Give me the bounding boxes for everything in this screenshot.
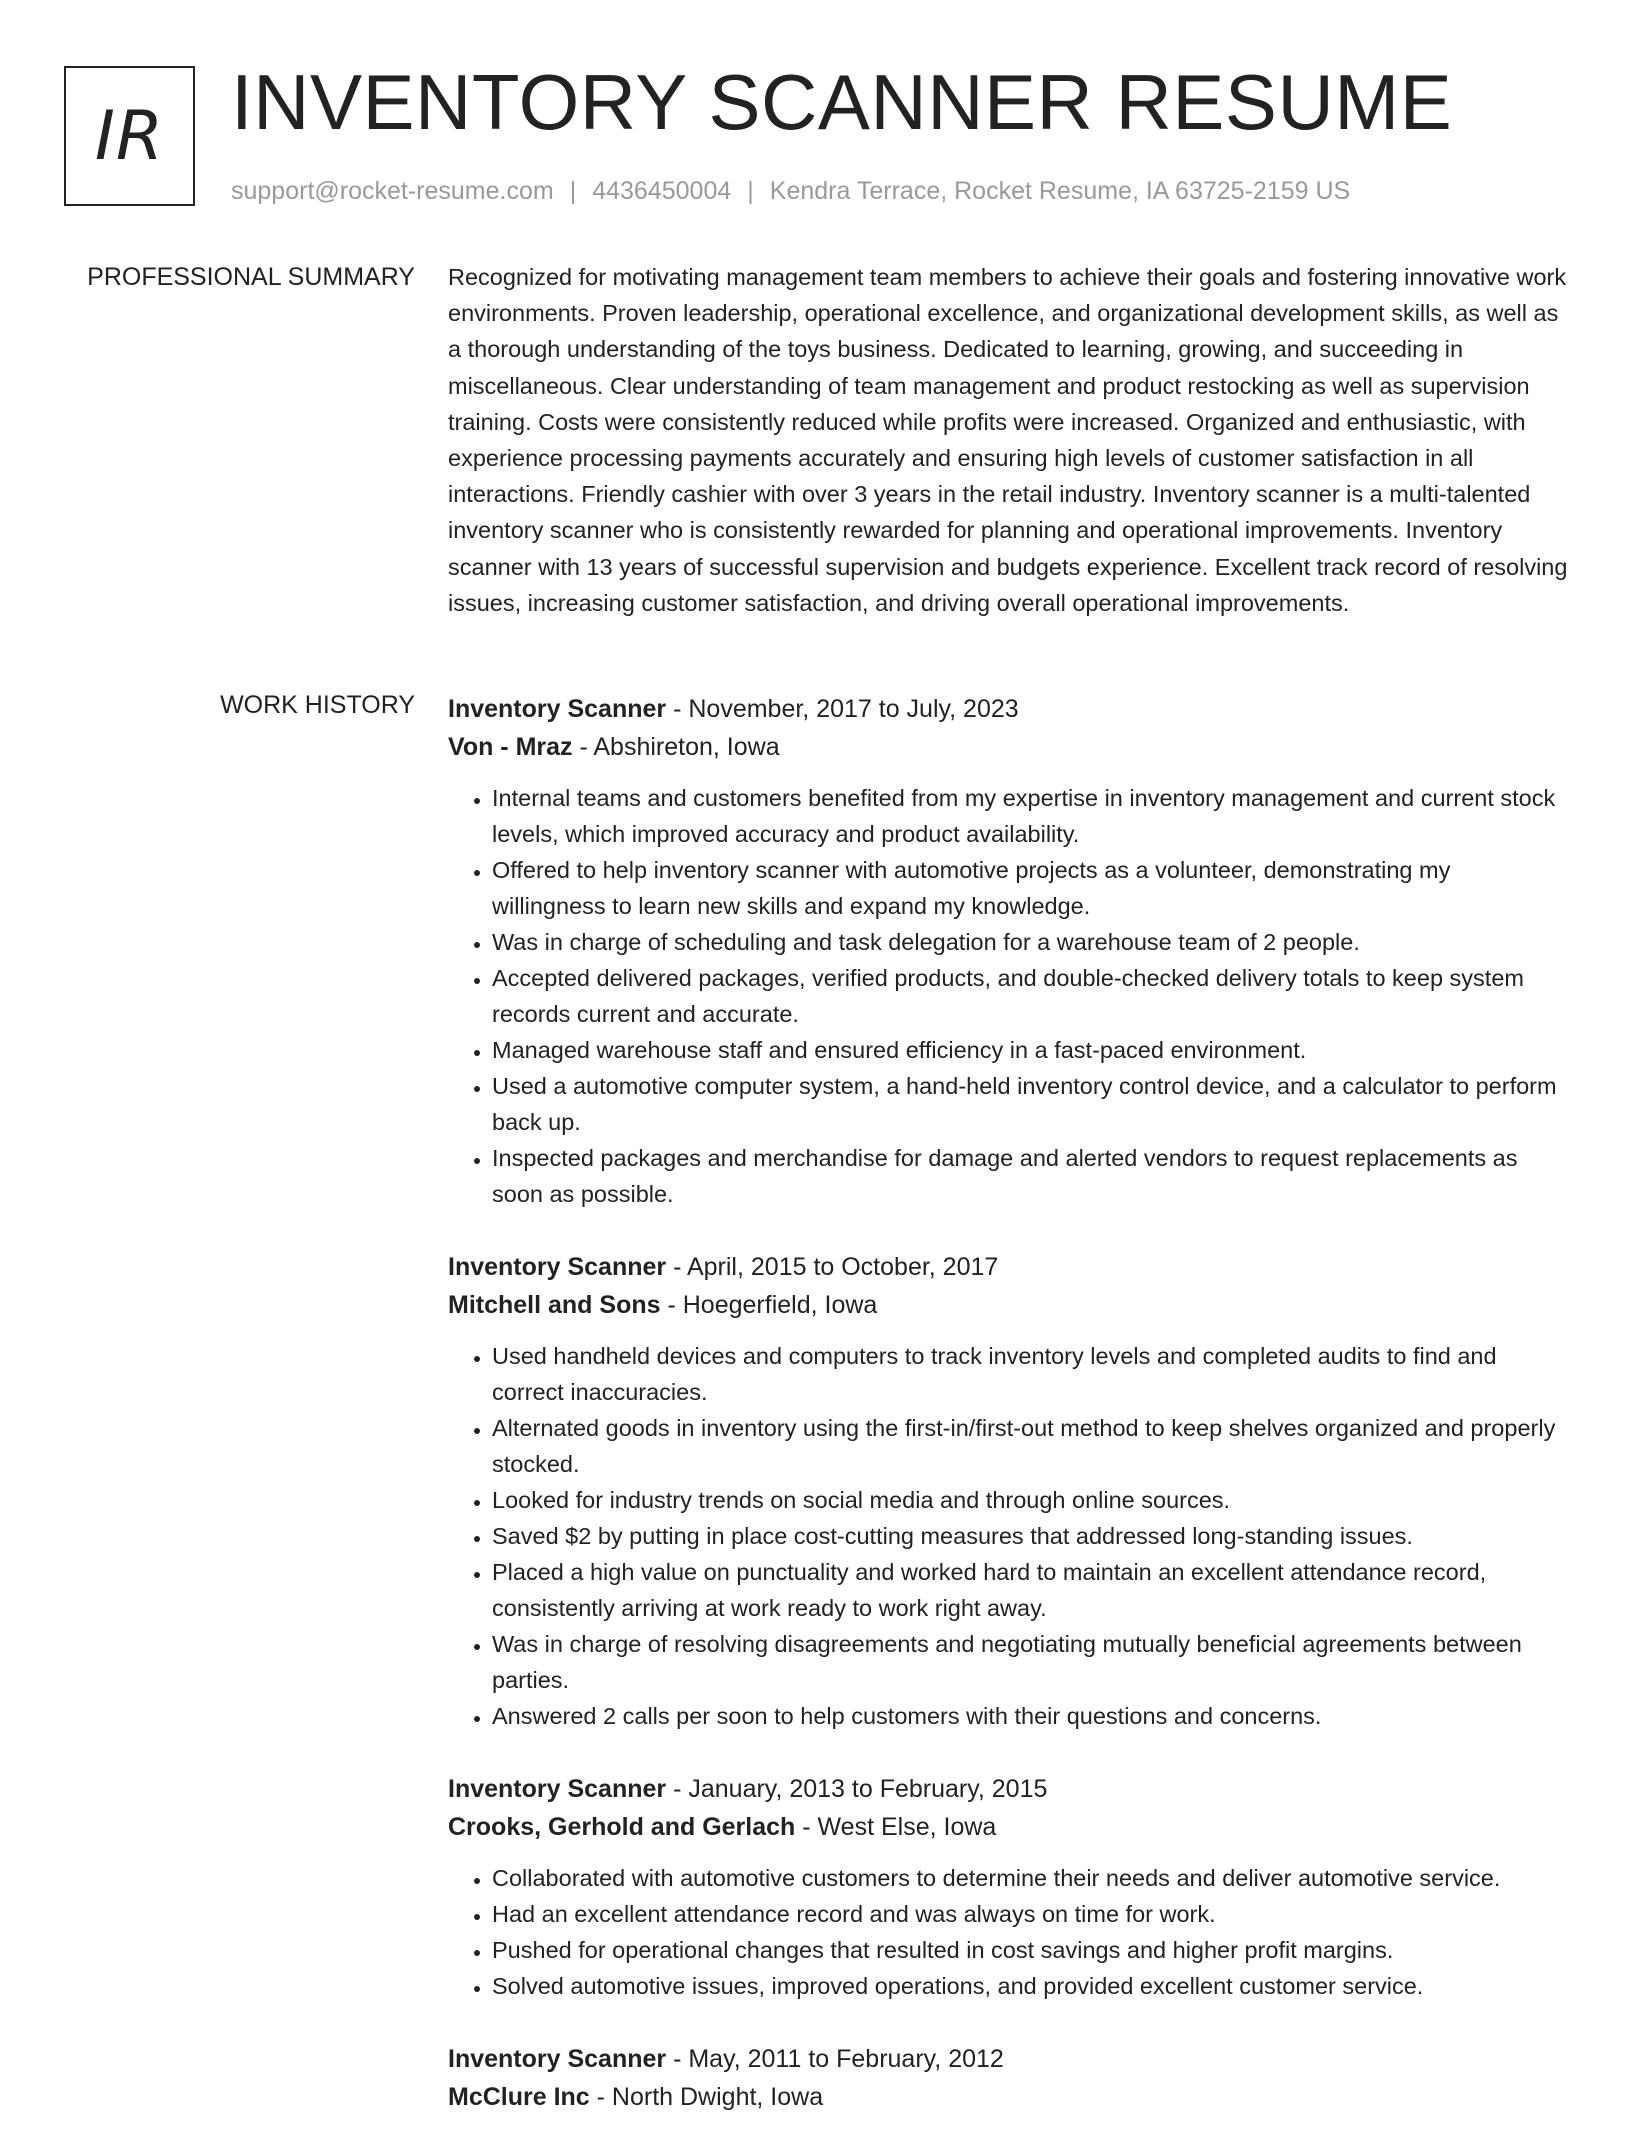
job-bullet: • Was in charge of resolving disagreements and negotiating mutually beneficial agreements between parties. (492, 1626, 1570, 1698)
job-bullets (448, 1860, 1570, 2004)
job-company: Crooks, Gerhold and Gerlach (448, 1813, 796, 1841)
contact-address: Kendra Terrace, Rocket Resume, IA 63725-2159 US (769, 177, 1351, 205)
job-bullet: • Inspected packages and merchandise for damage and alerted vendors to request replacements as soon as possible. (492, 1140, 1570, 1212)
job-company-line (448, 1808, 1570, 1846)
job-bullets (448, 1338, 1570, 1734)
job-title: Inventory Scanner (448, 1775, 667, 1803)
job-title-line (448, 1248, 1570, 1286)
job-location: - North Dwight, Iowa (589, 2083, 824, 2111)
job-bullet: • Placed a high value on punctuality and worked hard to maintain an excellent attendance record, consistently arriving at work ready to work right away. (492, 1554, 1570, 1626)
section-label-professional-summary: PROFESSIONAL SUMMARY (87, 263, 415, 291)
job-bullet: • Looked for industry trends on social media and through online sources. (492, 1482, 1570, 1518)
job-bullet: • Solved automotive issues, improved operations, and provided excellent customer service. (492, 1968, 1570, 2004)
contact-line (231, 174, 1350, 208)
job-company: Mitchell and Sons (448, 1291, 661, 1319)
job-entry (448, 690, 1570, 1212)
job-location: - Hoegerfield, Iowa (660, 1291, 878, 1319)
job-bullet: • Used a automotive computer system, a hand-held inventory control device, and a calculator to perform back up. (492, 1068, 1570, 1140)
job-location: - Abshireton, Iowa (572, 733, 780, 761)
job-bullet: • Saved $2 by putting in place cost-cutting measures that addressed long-standing issues. (492, 1518, 1570, 1554)
resume-title: INVENTORY SCANNER RESUME (231, 58, 1453, 146)
job-location: - West Else, Iowa (795, 1813, 997, 1841)
job-title: Inventory Scanner (448, 2045, 667, 2073)
job-entry (448, 1770, 1570, 2004)
job-bullets (448, 780, 1570, 1212)
job-dates: - November, 2017 to July, 2023 (666, 695, 1019, 723)
job-entry (448, 2040, 1570, 2116)
job-company: McClure Inc (448, 2083, 590, 2111)
job-entry (448, 1248, 1570, 1734)
job-title: Inventory Scanner (448, 1253, 667, 1281)
job-dates: - April, 2015 to October, 2017 (666, 1253, 999, 1281)
job-title-line (448, 2040, 1570, 2078)
job-bullet: • Accepted delivered packages, verified products, and double-checked delivery totals to keep system records current and accurate. (492, 960, 1570, 1032)
monogram-logo: IR (64, 66, 195, 206)
job-bullet: • Internal teams and customers benefited from my expertise in inventory management and current stock levels, which improved accuracy and product availability. (492, 780, 1570, 852)
job-bullet: • Had an excellent attendance record and was always on time for work. (492, 1896, 1570, 1932)
job-title-line (448, 1770, 1570, 1808)
job-company: Von - Mraz (448, 733, 573, 761)
job-company-line (448, 728, 1570, 766)
job-bullet: • Alternated goods in inventory using the first-in/first-out method to keep shelves organized and properly stocked. (492, 1410, 1570, 1482)
job-bullet: • Pushed for operational changes that resulted in cost savings and higher profit margins. (492, 1932, 1570, 1968)
contact-phone[interactable]: 4436450004 (592, 177, 732, 205)
section-label-work-history: WORK HISTORY (220, 691, 415, 719)
job-bullet: • Was in charge of scheduling and task delegation for a warehouse team of 2 people. (492, 924, 1570, 960)
job-dates: - January, 2013 to February, 2015 (666, 1775, 1048, 1803)
contact-separator: | (747, 177, 754, 205)
job-company-line (448, 2078, 1570, 2116)
job-title-line (448, 690, 1570, 728)
job-bullet: • Managed warehouse staff and ensured efficiency in a fast-paced environment. (492, 1032, 1570, 1068)
contact-email[interactable]: support@rocket-resume.com (231, 177, 554, 205)
professional-summary-text: Recognized for motivating management team members to achieve their goals and fostering innovative work environments. Proven leadership, operational excellence, and organizational development skills, as well as a thorough understanding of the toys business. Dedicated to learning, growing, and succeeding in miscellaneous. Clear understanding of team management and product restocking as well as supervision training. Costs were consistently reduced while profits were increased. Organized and enthusiastic, with experience processing payments accurately and ensuring high levels of customer satisfaction in all interactions. Friendly cashier with over 3 years in the retail industry. Inventory scanner is a multi-talented inventory scanner who is consistently rewarded for planning and operational improvements. Inventory scanner with 13 years of successful supervision and budgets experience. Excellent track record of resolving issues, increasing customer satisfaction, and driving overall operational improvements. (448, 264, 1568, 616)
work-history-list (448, 690, 1570, 2152)
contact-separator: | (569, 177, 577, 205)
job-bullet: • Used handheld devices and computers to track inventory levels and completed audits to find and correct inaccuracies. (492, 1338, 1570, 1410)
job-title: Inventory Scanner (448, 695, 667, 723)
job-bullet: • Answered 2 calls per soon to help customers with their questions and concerns. (492, 1698, 1570, 1734)
job-dates: - May, 2011 to February, 2012 (666, 2045, 1004, 2073)
job-company-line (448, 1286, 1570, 1324)
job-bullet: • Collaborated with automotive customers to determine their needs and deliver automotive service. (492, 1860, 1570, 1896)
job-bullet: • Offered to help inventory scanner with automotive projects as a volunteer, demonstrating my willingness to learn new skills and expand my knowledge. (492, 852, 1570, 924)
